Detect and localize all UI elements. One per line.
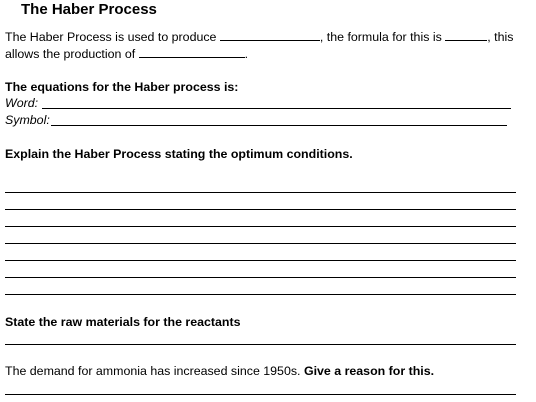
word-label: Word:: [5, 96, 39, 110]
symbol-label: Symbol:: [5, 113, 50, 127]
demand-bold-text: Give a reason for this.: [303, 364, 435, 378]
demand-text: The demand for ammonia has increased since 1950s.: [5, 364, 301, 378]
raw-materials-answer-line[interactable]: [5, 344, 516, 345]
explain-heading: Explain the Haber Process stating the optimum conditions.: [5, 147, 353, 161]
word-equation-line[interactable]: [42, 108, 511, 109]
raw-materials-heading: State the raw materials for the reactants: [5, 315, 241, 329]
intro-line-2: [5, 45, 248, 62]
answer-line[interactable]: [5, 294, 516, 295]
intro-text-1: The Haber Process is used to produce: [5, 30, 217, 44]
answer-line[interactable]: [5, 260, 516, 261]
demand-answer-line[interactable]: [5, 394, 516, 395]
page-title: The Haber Process: [21, 1, 157, 18]
equations-heading: The equations for the Haber process is:: [5, 80, 239, 94]
answer-line[interactable]: [5, 209, 516, 210]
blank-formula[interactable]: [445, 28, 487, 41]
intro-text-4: allows the production of: [5, 47, 136, 61]
intro-line-1: [5, 28, 513, 45]
blank-production[interactable]: [139, 45, 245, 58]
answer-line[interactable]: [5, 243, 516, 244]
answer-line[interactable]: [5, 226, 516, 227]
intro-text-5: .: [244, 47, 249, 61]
answer-line[interactable]: [5, 277, 516, 278]
intro-text-3: , this: [487, 30, 514, 44]
blank-product[interactable]: [220, 28, 320, 41]
answer-line[interactable]: [5, 192, 516, 193]
symbol-equation-line[interactable]: [51, 125, 507, 126]
demand-question: [5, 363, 434, 379]
intro-text-2: , the formula for this is: [319, 30, 442, 44]
